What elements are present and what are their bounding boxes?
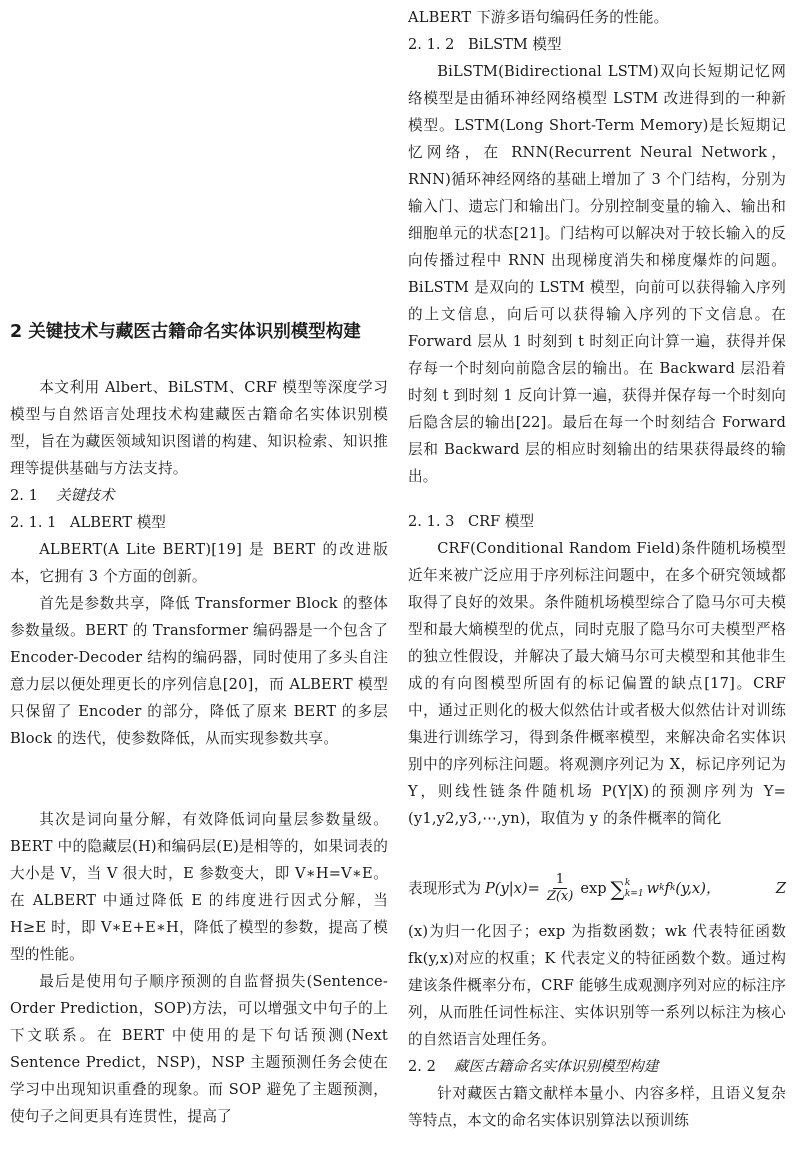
- heading-number: 2. 1. 2: [408, 36, 455, 53]
- sum-lower: k=1: [624, 888, 644, 899]
- crf-formula: [408, 872, 786, 905]
- formula-args: (y,x)，: [675, 880, 721, 897]
- heading-number: 2. 1. 3: [408, 513, 455, 530]
- formula-exp: exp: [580, 880, 607, 897]
- fraction-numerator: 1: [553, 872, 567, 889]
- crf-paragraph-1: CRF(Conditional Random Field)条件随机场模型近年来被广泛应用于序列标注问题中，在多个研究领域都取得了良好的效果。条件随机场模型综合了隐马尔可夫模型和最大熵模型的优点，同时克服了隐马尔可夫模型严格的独立性假设，并解决了最大熵马尔可夫模型和其他非生成的有向图模型所固有的标记偏置的缺点[17]。CRF 中，通过正则化的极大似然估计或者极大似然估计对训练集进行训练学习，得到条件概率模型，来解决命名实体识别中的序列标注问题。将观测序列记为 X，标记序列记为 Y，则线性链条件随机场 P(Y|X)的预测序列为 Y=(y1,y2,y3,⋯,yn)，取值为 y 的条件概率的简化: [408, 540, 786, 827]
- sum-limits: [625, 878, 644, 900]
- crf-paragraph-2: (x)为归一化因子；exp 为指数函数；wk 代表特征函数 fk(y,x)对应的权重；K 代表定义的特征函数个数。通过构建该条件概率分布，CRF 能够生成观测序列对应的标注序列，从而胜任词性标注、实体识别等一系列以标注为核心的自然语言处理任务。: [408, 923, 786, 1048]
- heading-text: 藏医古籍命名实体识别模型构建: [454, 1058, 659, 1075]
- heading-2-1-3: [408, 508, 786, 535]
- heading-text: BiLSTM 模型: [468, 36, 562, 53]
- heading-text: 关键技术: [56, 487, 115, 504]
- formula-lhs: P(y|x)=: [484, 880, 540, 897]
- heading-text: ALBERT 模型: [70, 514, 166, 531]
- formula-weight: w: [646, 880, 660, 897]
- formula-feature: f: [664, 880, 670, 897]
- albert-paragraph-1: ALBERT(A Lite BERT)[19] 是 BERT 的改进版本，它拥有 3 个方面的创新。: [10, 541, 388, 585]
- heading-number: 2. 1. 1: [10, 514, 57, 531]
- heading-2-1-2: [408, 31, 786, 58]
- heading-number: 2. 2: [408, 1058, 436, 1075]
- formula-tail: Z: [775, 880, 786, 897]
- heading-number: 2. 1: [10, 487, 38, 504]
- formula-weight-sub: k: [659, 883, 665, 893]
- sum-upper: k: [624, 877, 631, 888]
- section-title: 2 关键技术与藏医古籍命名实体识别模型构建: [10, 322, 361, 342]
- formula-summation: [611, 878, 647, 900]
- heading-2-2: [408, 1053, 786, 1080]
- continued-line: ALBERT 下游多语句编码任务的性能。: [408, 9, 669, 26]
- albert-paragraph-2: 首先是参数共享，降低 Transformer Block 的整体参数量级。BERT 的 Transformer 编码器是一个包含了 Encoder-Decoder 结构的编码器，同时使用了多头自注意力层以便处理更长的序列信息[20]，而 ALBERT 模型只保留了 Encoder 的部分，降低了原来 BERT 的多层 Block 的迭代，使参数降低，从而实现参数共享。: [10, 595, 388, 747]
- intro-paragraph: 本文利用 Albert、BiLSTM、CRF 模型等深度学习模型与自然语言处理技术构建藏医古籍命名实体识别模型，旨在为藏医领域知识图谱的构建、知识检索、知识推理等提供基础与方法支持。: [10, 379, 388, 477]
- heading-2-1-1: [10, 509, 388, 536]
- formula-feature-sub: k: [669, 883, 676, 893]
- heading-text: CRF 模型: [468, 513, 535, 530]
- heading-2-1: [10, 482, 388, 509]
- formula-lead: 表现形式为: [408, 880, 481, 897]
- section-2-2-paragraph: 针对藏医古籍文献样本量小、内容多样，且语义复杂等特点，本文的命名实体识别算法以预训练: [408, 1085, 786, 1129]
- formula-fraction: [544, 872, 577, 905]
- fraction-denominator: Z(x): [546, 889, 574, 904]
- albert-paragraph-4: 最后是使用句子顺序预测的自监督损失(Sentence-Order Prediction，SOP)方法，可以增强文中句子的上下文联系。在 BERT 中使用的是下句话预测(Next Sentence Predict，NSP)，NSP 主题预测任务会使在学习中出现知识重叠的现象。而 SOP 避免了主题预测，使句子之间更具有连贯性，提高了: [10, 973, 388, 1125]
- albert-paragraph-3: 其次是词向量分解，有效降低词向量层参数量级。BERT 中的隐藏层(H)和编码层(E)是相等的，如果词表的大小是 V，当 V 很大时，E 参数变大，即 V∗H=V∗E。在 ALBERT 中通过降低 E 的纬度进行因式分解，当 H≥E 时，即 V∗E+E∗H，降低了模型的参数，提高了模型的性能。: [10, 811, 388, 963]
- sigma-icon: ∑: [610, 876, 625, 901]
- bilstm-paragraph: BiLSTM(Bidirectional LSTM)双向长短期记忆网络模型是由循环神经网络模型 LSTM 改进得到的一种新模型。LSTM(Long Short-Term Memory)是长短期记忆网络，在 RNN(Recurrent Neural Network，RNN)循环神经网络的基础上增加了 3 个门结构，分别为输入门、遗忘门和输出门。分别控制变量的输入、输出和细胞单元的状态[21]。门结构可以解决对于较长输入的反向传播过程中 RNN 出现梯度消失和梯度爆炸的问题。BiLSTM 是双向的 LSTM 模型，向前可以获得输入序列的上文信息，向后可以获得输入序列的下文信息。在 Forward 层从 1 时刻到 t 时刻正向计算一遍，获得并保存每一个时刻向前隐含层的输出。在 Backward 层沿着时刻 t 到时刻 1 反向计算一遍，获得并保存每一个时刻向后隐含层的输出[22]。最后在每一个时刻结合 Forward 层和 Backward 层的相应时刻输出的结果获得最终的输出。: [408, 63, 786, 485]
